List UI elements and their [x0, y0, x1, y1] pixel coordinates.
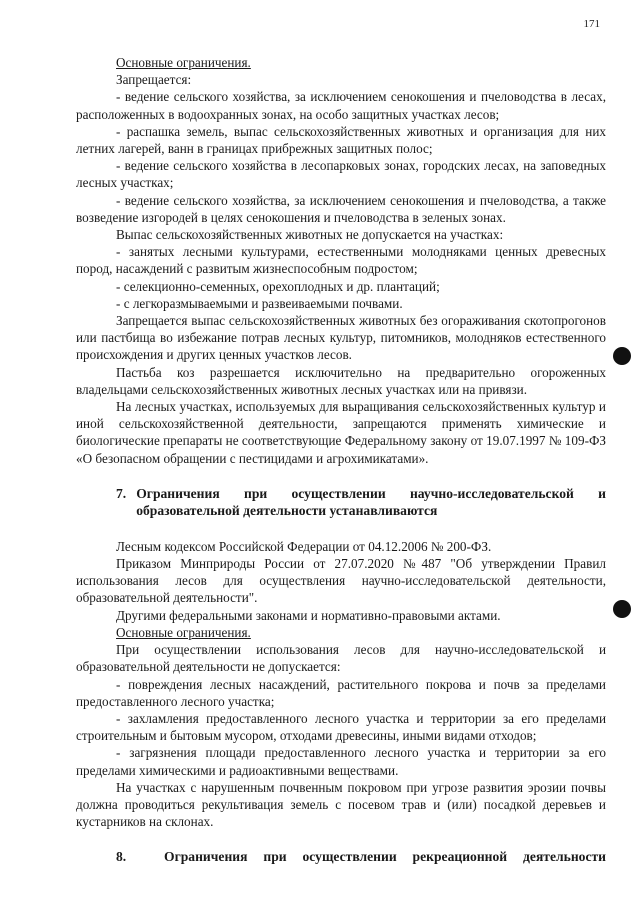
legal-source: Приказом Минприроды России от 27.07.2020 №487 "Об утверждении Правил использования лесов для осуществления научно-исследовательской деятельности, образовательной деятельности".	[76, 556, 606, 606]
section-number: 7.	[116, 485, 127, 501]
list-item: - занятых лесными культурами, естественными молодняками ценных древесных пород, насаждений с развитым жизнеспособным подростом;	[76, 244, 606, 277]
punch-hole	[613, 600, 631, 618]
paragraph: Пастьба коз разрешается исключительно на предварительно огороженных владельцами сельскохозяйственных животных лесных участках или на привязи.	[76, 364, 606, 397]
page-number: 171	[583, 18, 600, 30]
legal-source: Лесным кодексом Российской Федерации от 04.12.2006 № 200-ФЗ.	[116, 538, 492, 554]
paragraph: Выпас сельскохозяйственных животных не допускается на участках:	[116, 227, 504, 243]
paragraph: Запрещается выпас сельскохозяйственных животных без огораживания скотопрогонов или пастбища во избежание потрав лесных культур, питомников, молодняков естественного происхождения и других ценных участков лесов.	[76, 313, 606, 363]
paragraph: При осуществлении использования лесов для научно-исследовательской и образовательной деятельности не допускается:	[76, 642, 606, 675]
section-number: 8.	[116, 849, 127, 865]
list-item: - с легкоразмываемыми и развеиваемыми почвами.	[116, 295, 403, 311]
paragraph: На лесных участках, используемых для выращивания сельскохозяйственных культур и иной сельскохозяйственной деятельности, запрещаются применять химические и биологические препараты не соответствующие Федеральному закону от 19.07.1997 № 109-ФЗ «О безопасном обращении с пестицидами и агрохимикатами».	[76, 399, 606, 466]
legal-source: Другими федеральными законами и нормативно-правовыми актами.	[116, 607, 501, 623]
section-heading-8	[116, 848, 606, 865]
list-item: - захламления предоставленного лесного участка и территории за его пределами строительным и бытовым мусором, отходами древесины, иными видами отходов;	[76, 710, 606, 744]
section-subheading: Основные ограничения.	[116, 624, 251, 640]
paragraph: На участках с нарушенным почвенным покровом при угрозе развития эрозии почвы должна проводиться рекультивация земель с посевом трав и (или) посадкой деревьев и кустарников на склонах.	[76, 779, 606, 830]
list-item: - ведение сельского хозяйства, за исключением сенокошения и пчеловодства, а также возведение изгородей в целях сенокошения и пчеловодства в зеленых зонах.	[76, 192, 606, 225]
list-item: - повреждения лесных насаждений, растительного покрова и почв за пределами предоставленного лесного участка;	[76, 676, 606, 709]
prohibited-label: Запрещается:	[116, 72, 192, 88]
section-heading-7	[116, 485, 606, 520]
section-title: Ограничения при осуществлении научно-исследовательской и образовательной деятельности устанавливаются	[136, 485, 606, 519]
list-item: - ведение сельского хозяйства, за исключением сенокошения и пчеловодства в лесах, расположенных в водоохранных зонах, на особо защитных участках лесов;	[76, 89, 606, 122]
list-item: - ведение сельского хозяйства в лесопарковых зонах, городских лесах, на заповедных лесных участках;	[76, 158, 606, 191]
list-item: - распашка земель, выпас сельскохозяйственных животных и организация для них летних лагерей, ванн в границах прибрежных защитных полос;	[76, 123, 606, 157]
section-title: Ограничения при осуществлении рекреационной деятельности	[164, 849, 606, 865]
section-subheading: Основные ограничения.	[116, 55, 251, 70]
list-item: - загрязнения площади предоставленного лесного участка и территории за его пределами химическими и радиоактивными веществами.	[76, 745, 606, 778]
punch-hole	[613, 347, 631, 365]
list-item: - селекционно-семенных, орехоплодных и др. плантаций;	[116, 278, 440, 294]
document-body	[76, 54, 606, 866]
